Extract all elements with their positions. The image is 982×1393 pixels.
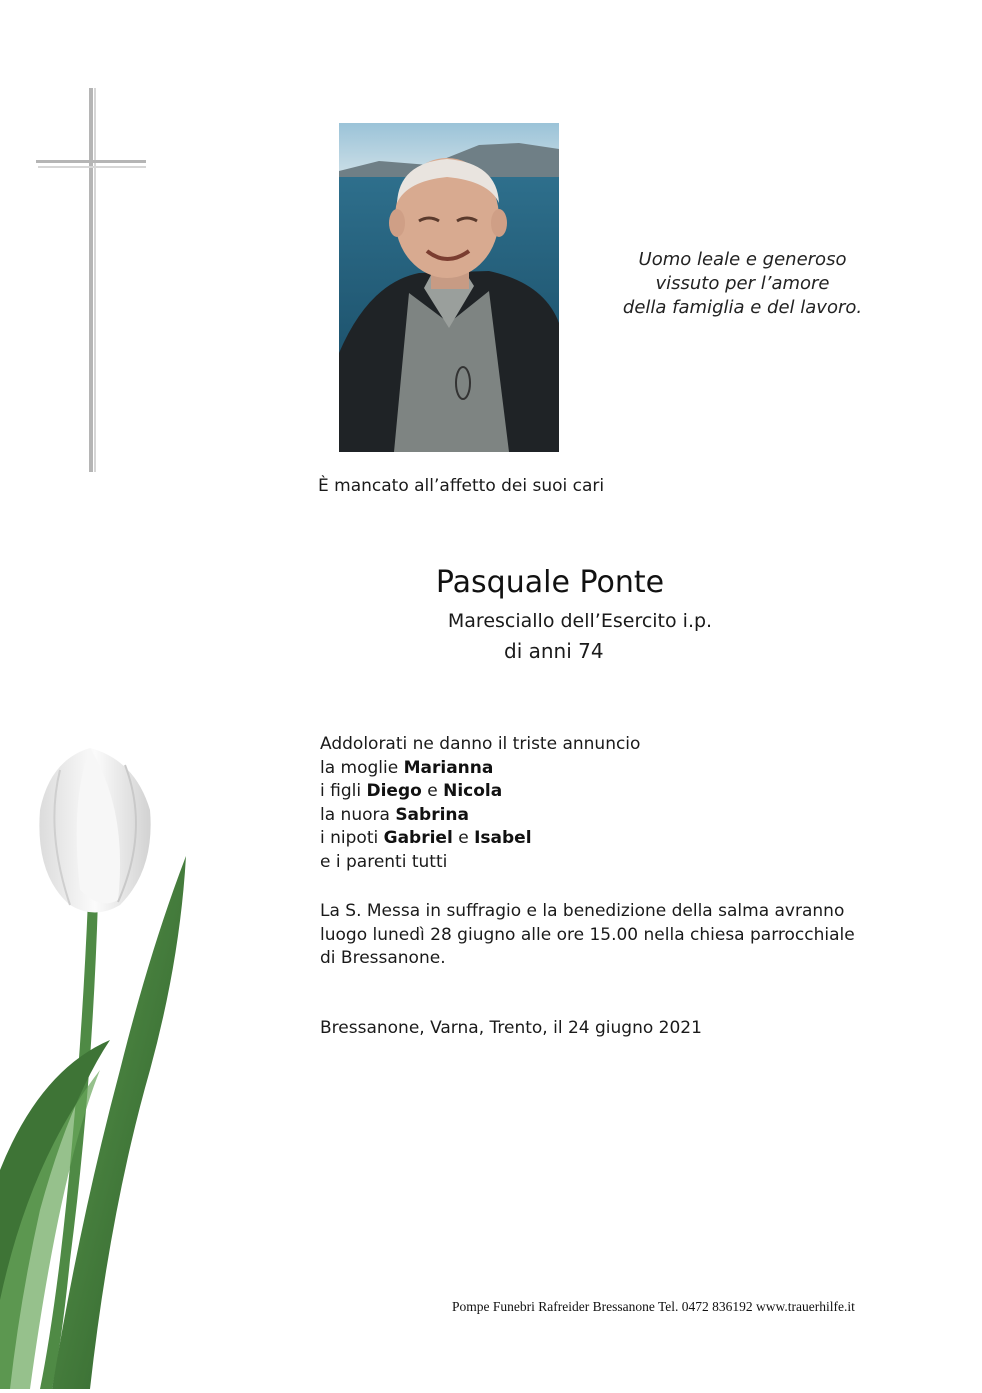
motto-line: vissuto per l’amore: [655, 273, 830, 294]
mass-line: di Bressanone.: [320, 948, 446, 969]
motto: [600, 248, 885, 320]
relative-name: Isabel: [474, 828, 532, 849]
conjunction: e: [427, 781, 438, 802]
relation-label: i nipoti: [320, 828, 379, 849]
deceased-age: di anni 74: [504, 639, 604, 663]
relative-name: Marianna: [403, 757, 494, 778]
family-line-daughter-in-law: [320, 804, 640, 828]
motto-line: della famiglia e del lavoro.: [622, 297, 863, 318]
deceased-rank: Maresciallo dell’Esercito i.p.: [447, 610, 713, 632]
intro-text: È mancato all’affetto dei suoi cari: [318, 476, 605, 496]
place-date: Bressanone, Varna, Trento, il 24 giugno 2021: [320, 1018, 702, 1038]
deceased-name: Pasquale Ponte: [435, 565, 665, 600]
relative-name: Nicola: [443, 781, 503, 802]
cross-icon: [36, 88, 148, 472]
family-line: Addolorati ne danno il triste annuncio: [320, 734, 641, 754]
relative-name: Gabriel: [383, 828, 453, 849]
mass-line: luogo lunedì 28 giugno alle ore 15.00 nella chiesa parrocchiale: [320, 924, 855, 945]
relative-name: Diego: [366, 781, 422, 802]
mass-info: [320, 900, 880, 971]
mass-line: La S. Messa in suffragio e la benedizione della salma avranno: [320, 901, 845, 921]
portrait-photo: [339, 123, 559, 452]
family-line-wife: [320, 757, 640, 781]
family-line-children: [320, 780, 640, 804]
relation-label: la nuora: [320, 804, 390, 825]
relative-name: Sabrina: [395, 804, 469, 825]
conjunction: e: [458, 828, 469, 849]
family-line-grandchildren: [320, 827, 640, 851]
tulip-illustration: [0, 740, 200, 1389]
footer-funeral-home: Pompe Funebri Rafreider Bressanone Tel. 0472 836192 www.trauerhilfe.it: [452, 1299, 855, 1314]
relation-label: la moglie: [320, 757, 399, 778]
motto-line: Uomo leale e generoso: [638, 249, 847, 270]
family-line: e i parenti tutti: [320, 851, 448, 872]
family-announcement: [320, 733, 640, 875]
relation-label: i figli: [320, 781, 362, 802]
